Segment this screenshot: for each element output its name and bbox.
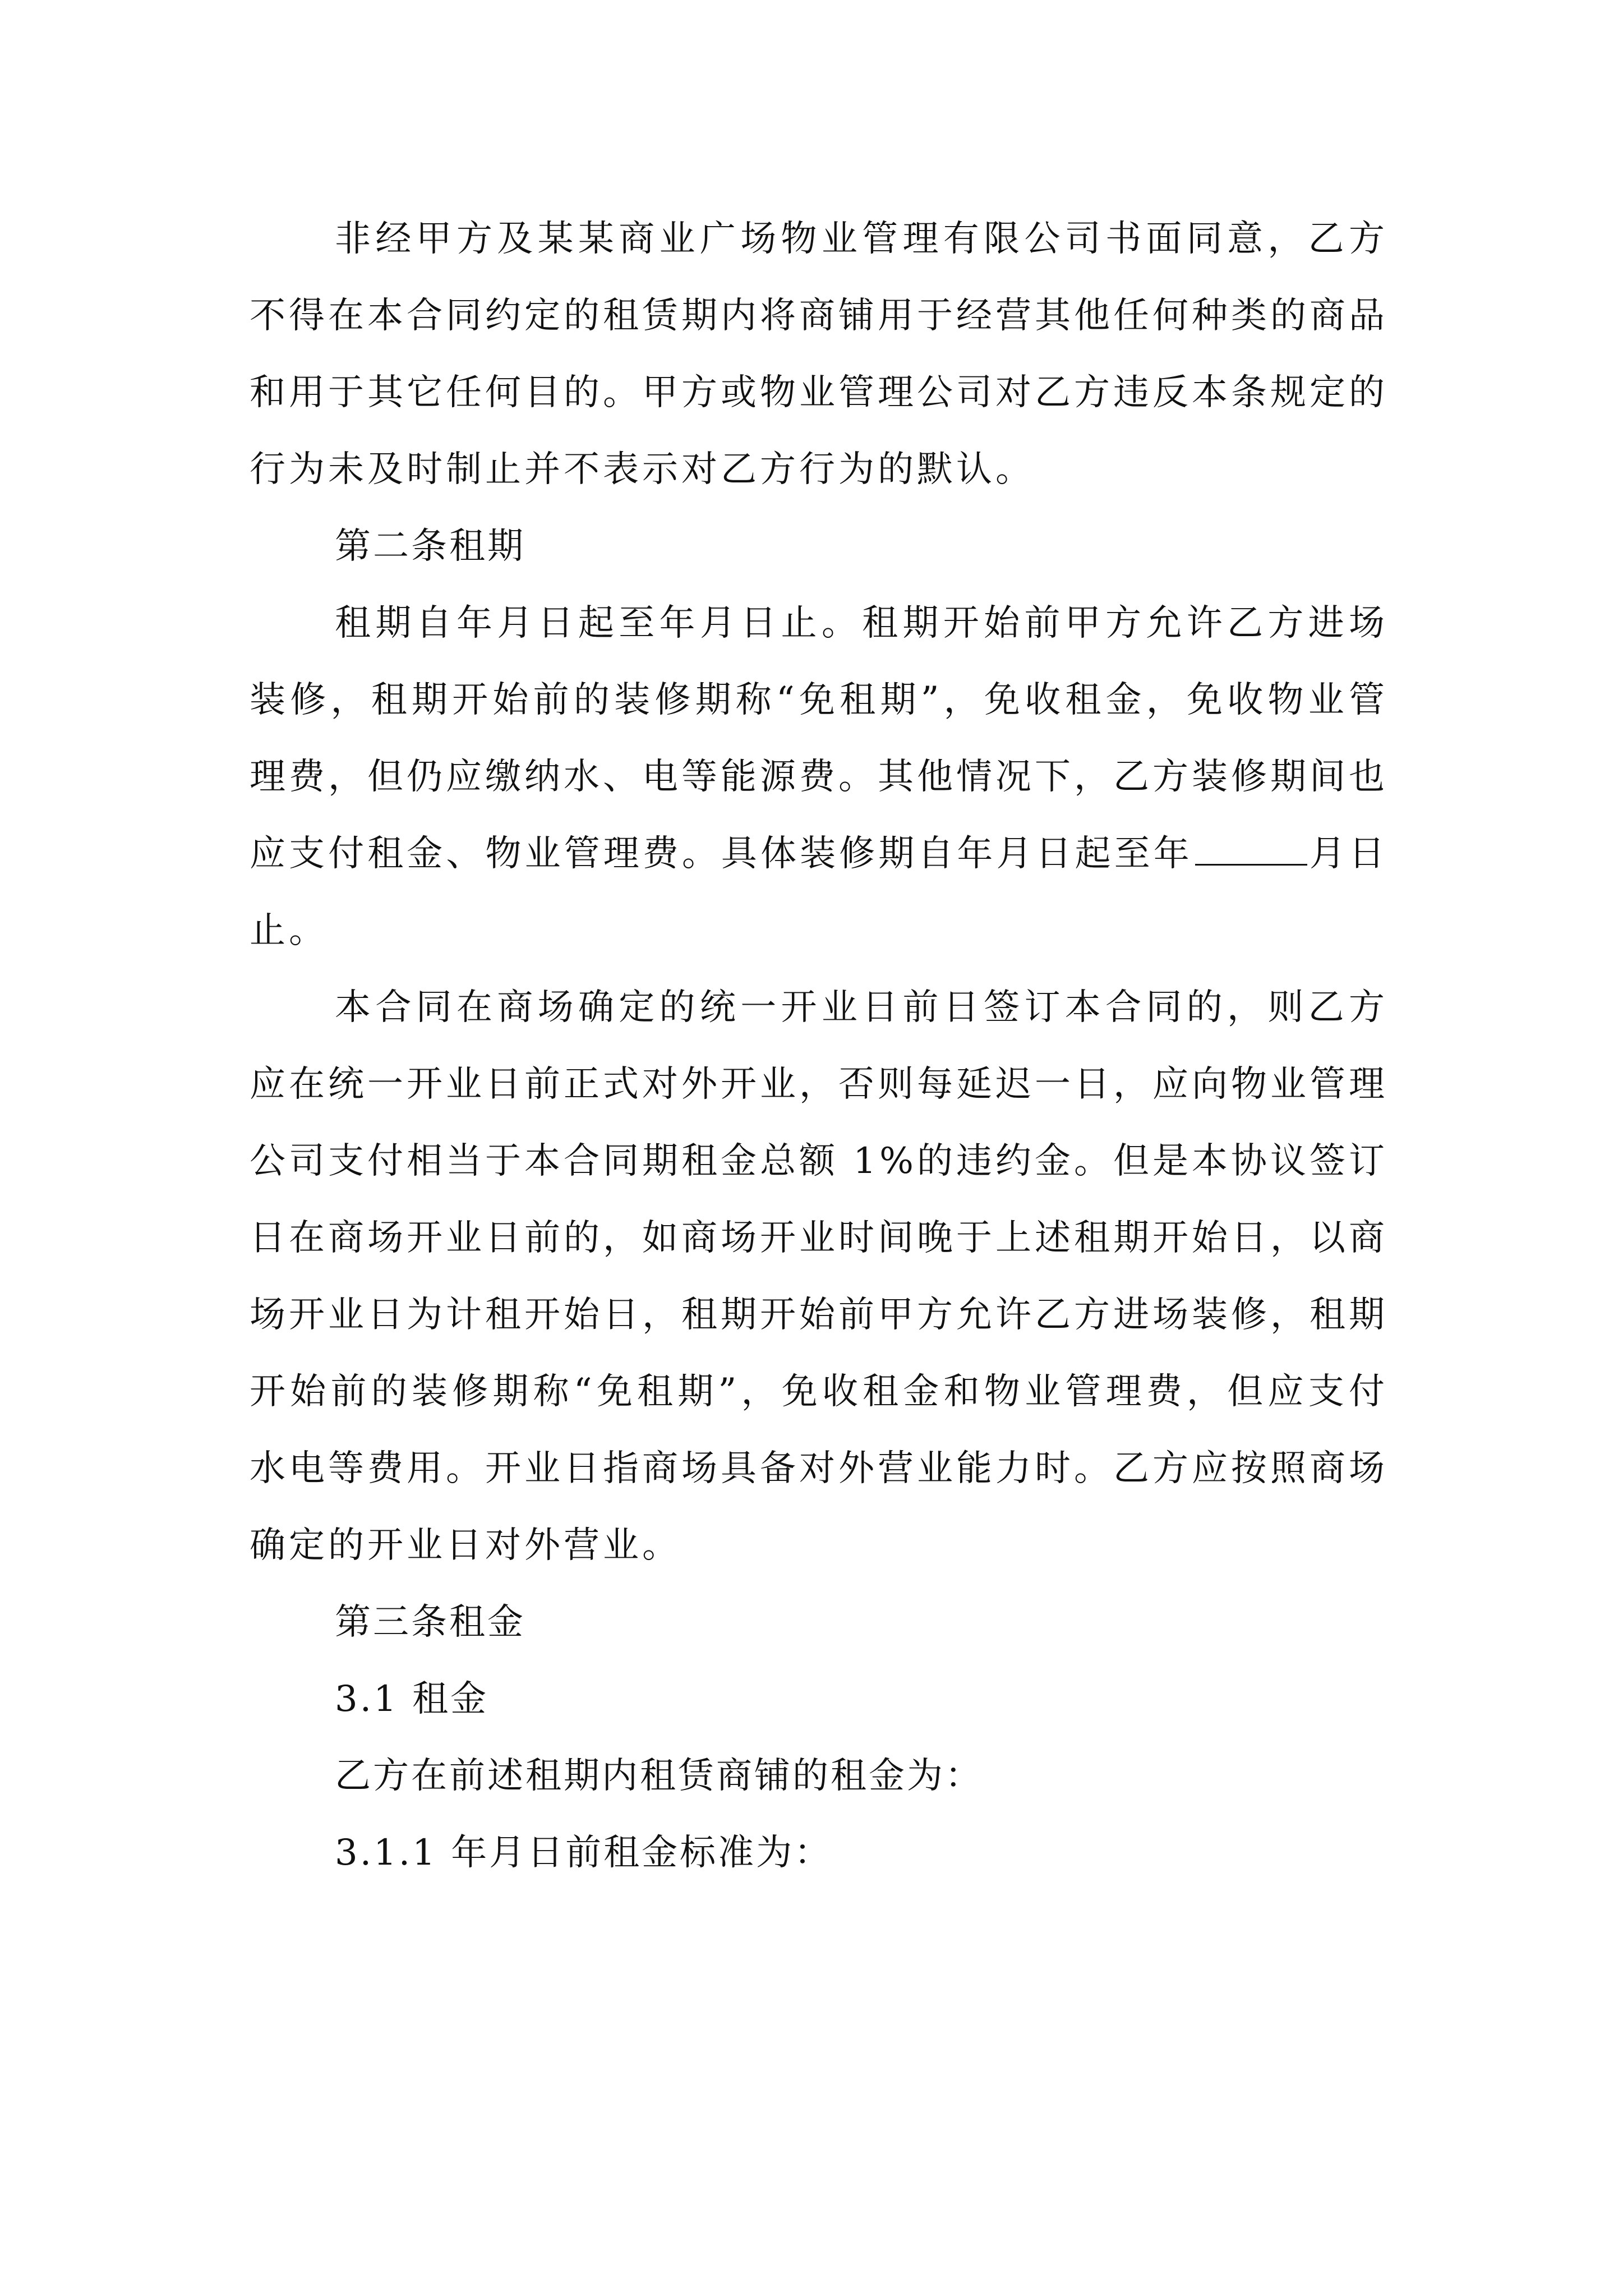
paragraph-lease-term (250, 585, 1388, 969)
heading-section-3-1: 3.1 租金 (335, 1678, 489, 1720)
fill-in-blank (1195, 864, 1307, 866)
paragraph-lease-term-text: 租期自年月日起至年月日止。租期开始前甲方允许乙方进场装修，租期开始前的装修期称“免租期”，免收租金，免收物业管理费，但仍应缴纳水、电等能源费。其他情况下，乙方装修期间也应支付租金、物业管理费。具体装修期自年月日起至年 (250, 602, 1388, 875)
document-body (250, 201, 1388, 1892)
heading-article-2-lease-term: 第二条租期 (335, 526, 525, 567)
paragraph-usage-restriction: 非经甲方及某某商业广场物业管理有限公司书面同意，乙方不得在本合同约定的租赁期内将商铺用于经营其他任何种类的商品和用于其它任何目的。甲方或物业管理公司对乙方违反本条规定的行为未及时制止并不表示对乙方行为的默认。 (250, 218, 1388, 490)
heading-section-3-1-1: 3.1.1 年月日前租金标准为： (335, 1832, 833, 1874)
heading-article-3-rent: 第三条租金 (335, 1602, 525, 1643)
paragraph-lease-term-tail: 月日止。 (250, 833, 1388, 951)
paragraph-opening-date: 本合同在商场确定的统一开业日前日签订本合同的，则乙方应在统一开业日前正式对外开业，否则每延迟一日，应向物业管理公司支付相当于本合同期租金总额 1%的违约金。但是本协议签订日在商场开业日前的，如商场开业时间晚于上述租期开始日，以商场开业日为计租开始日，租期开始前甲方允许乙方进场装修，租期开始前的装修期称“免租期”，免收租金和物业管理费，但应支付水电等费用。开业日指商场具备对外营业能力时。乙方应按照商场确定的开业日对外营业。 (250, 987, 1388, 1566)
paragraph-rent-intro: 乙方在前述租期内租赁商铺的租金为： (335, 1755, 983, 1797)
